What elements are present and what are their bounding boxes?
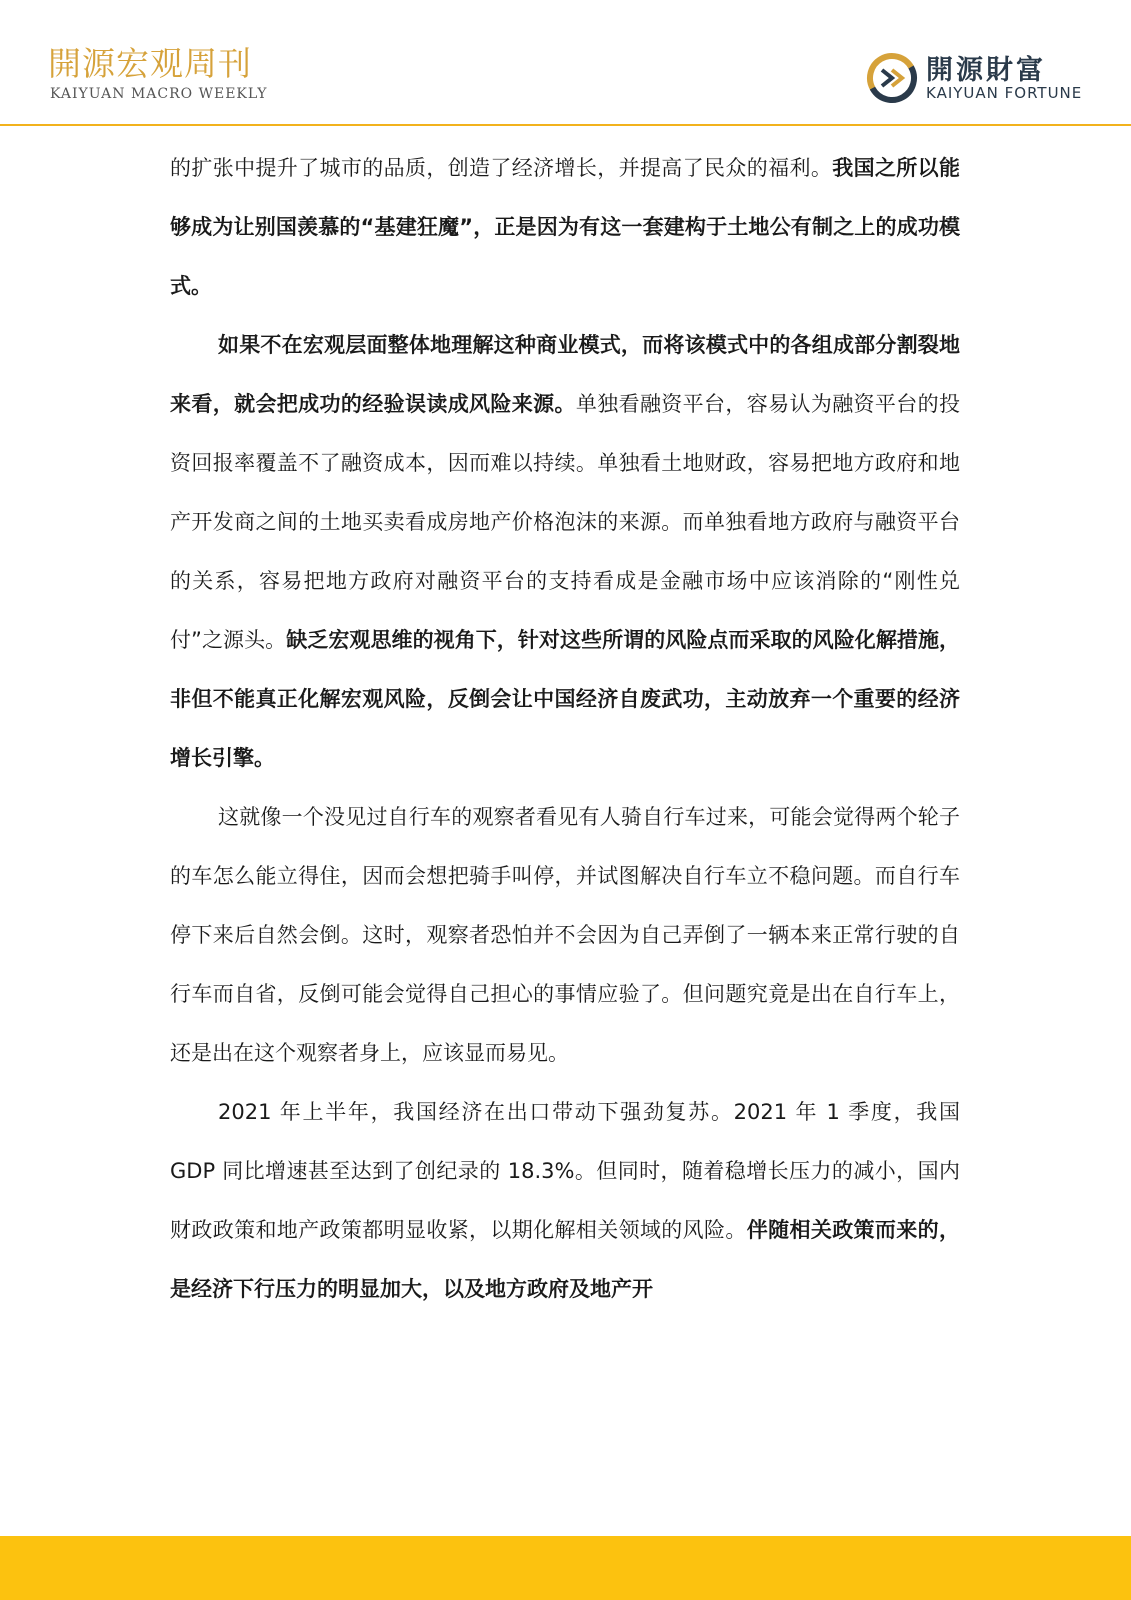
brand-title: 開源宏观周刊 bbox=[48, 44, 252, 83]
paragraph-1 bbox=[170, 139, 960, 316]
page-header bbox=[0, 0, 1131, 126]
kaiyuan-logo-icon bbox=[866, 52, 918, 104]
paragraph-2-bold-tail: 缺乏宏观思维的视角下，针对这些所谓的风险点而采取的风险化解措施，非但不能真正化解宏观风险，反倒会让中国经济自废武功，主动放弃一个重要的经济增长引擎。 bbox=[170, 628, 960, 770]
logo-wordmark-cn: 開源財富 bbox=[926, 55, 1046, 86]
paragraph-4 bbox=[170, 1083, 960, 1319]
footer-bar bbox=[0, 1536, 1131, 1600]
paragraph-2 bbox=[170, 316, 960, 788]
header-divider bbox=[0, 124, 1131, 126]
brand-subtitle: KAIYUAN MACRO WEEKLY bbox=[50, 86, 268, 102]
paragraph-3 bbox=[170, 788, 960, 1083]
paragraph-1-bold: 我国之所以能够成为让别国羡慕的“基建狂魔”，正是因为有这一套建构于土地公有制之上的成功模式。 bbox=[170, 156, 961, 298]
paragraph-4-bold: 伴随相关政策而来的，是经济下行压力的明显加大，以及地方政府及地产开 bbox=[170, 1218, 960, 1301]
logo-wordmark-en: KAIYUAN FORTUNE bbox=[926, 84, 1083, 102]
paragraph-2-bold-lead: 如果不在宏观层面整体地理解这种商业模式，而将该模式中的各组成部分割裂地来看，就会把成功的经验误读成风险来源。 bbox=[170, 333, 960, 416]
paragraph-3-text: 这就像一个没见过自行车的观察者看见有人骑自行车过来，可能会觉得两个轮子的车怎么能立得住，因而会想把骑手叫停，并试图解决自行车立不稳问题。而自行车停下来后自然会倒。这时，观察者恐怕并不会因为自己弄倒了一辆本来正常行驶的自行车而自省，反倒可能会觉得自己担心的事情应验了。但问题究竟是出在自行车上，还是出在这个观察者身上，应该显而易见。 bbox=[170, 805, 960, 1065]
paragraph-1-text: 的扩张中提升了城市的品质，创造了经济增长，并提高了民众的福利。 bbox=[170, 156, 833, 180]
paragraph-4-text: 2021 年上半年，我国经济在出口带动下强劲复苏。2021 年 1 季度，我国 GDP 同比增速甚至达到了创纪录的 18.3%。但同时，随着稳增长压力的减小，国内财政政策和地产政策都明显收紧，以期化解相关领域的风险。 bbox=[170, 1100, 960, 1242]
article-body bbox=[170, 139, 960, 1319]
paragraph-2-text: 单独看融资平台，容易认为融资平台的投资回报率覆盖不了融资成本，因而难以持续。单独看土地财政，容易把地方政府和地产开发商之间的土地买卖看成房地产价格泡沫的来源。而单独看地方政府与融资平台的关系，容易把地方政府对融资平台的支持看成是金融市场中应该消除的“刚性兑付”之源头。 bbox=[170, 392, 960, 652]
